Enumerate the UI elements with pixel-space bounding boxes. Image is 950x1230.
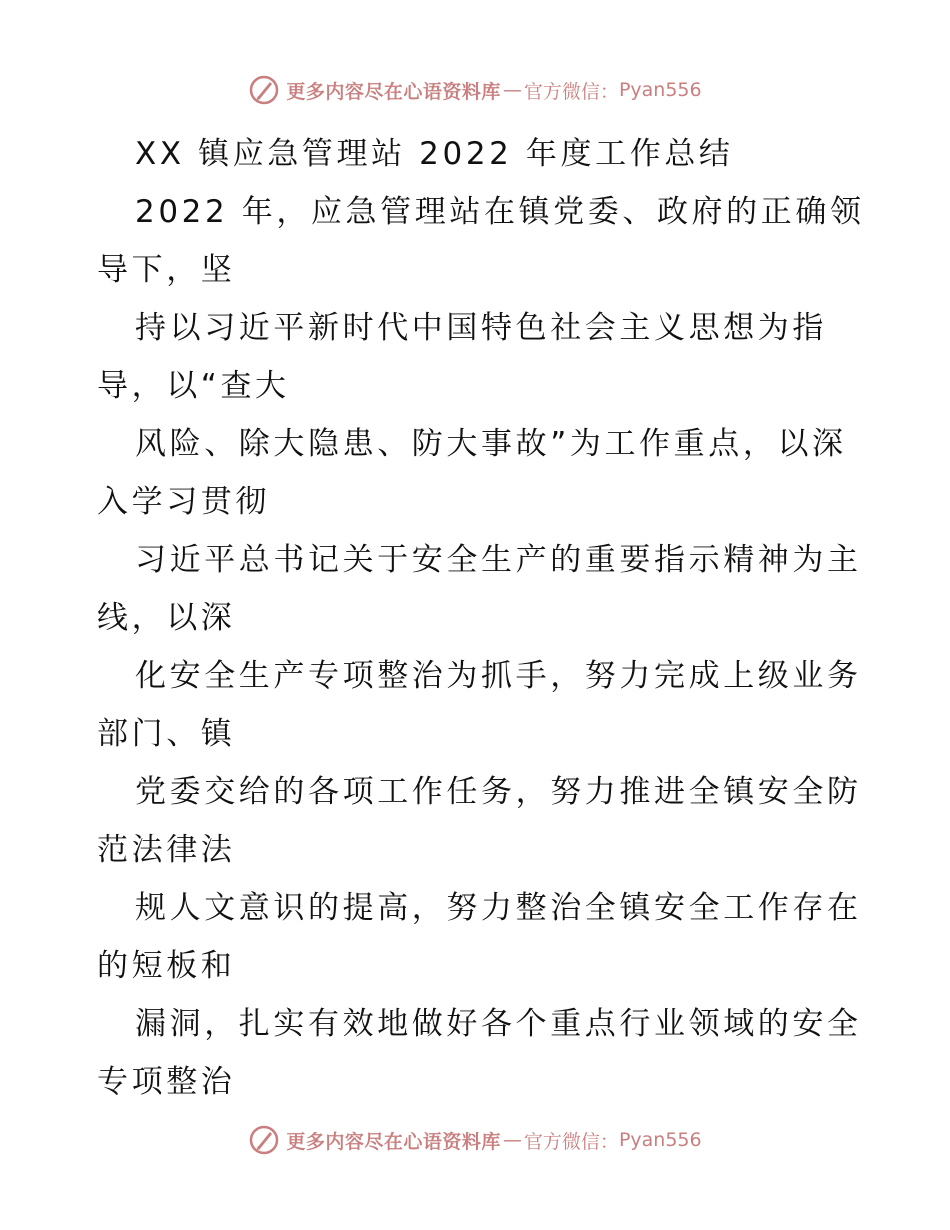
banner-wechat-label: 官方微信：	[523, 1130, 619, 1153]
paragraph-line: 导，以“查大	[97, 368, 290, 404]
feather-pen-logo-icon	[248, 74, 280, 106]
paragraph-line: 风险、除大隐患、防大事故”为工作重点，以深	[135, 426, 847, 462]
document-title: XX 镇应急管理站 2022 年度工作总结	[135, 136, 734, 172]
paragraph-line: 部门、镇	[97, 716, 236, 752]
banner-slogan: 更多内容尽在心语资料库	[286, 1130, 501, 1153]
paragraph-line: 范法律法	[97, 832, 236, 868]
banner-wechat-id: Pyan556	[618, 1129, 702, 1151]
paragraph-line: 党委交给的各项工作任务，努力推进全镇安全防	[135, 774, 862, 810]
banner-separator: —	[502, 1129, 522, 1151]
banner-wechat-label: 官方微信：	[523, 80, 619, 103]
banner-separator: —	[502, 79, 522, 101]
banner-wechat-id: Pyan556	[618, 79, 702, 101]
paragraph-line: 2022 年，应急管理站在镇党委、政府的正确领	[135, 194, 865, 230]
footer-banner	[0, 1120, 950, 1160]
paragraph-line: 的短板和	[97, 948, 236, 984]
paragraph-line: 规人文意识的提高，努力整治全镇安全工作存在	[135, 890, 862, 926]
paragraph-line: 专项整治	[97, 1064, 236, 1100]
header-banner	[0, 70, 950, 110]
paragraph-line: 入学习贯彻	[97, 484, 270, 520]
document-body	[97, 125, 865, 1111]
paragraph-line: 化安全生产专项整治为抓手，努力完成上级业务	[135, 658, 862, 694]
paragraph-line: 习近平总书记关于安全生产的重要指示精神为主	[135, 542, 862, 578]
paragraph-line: 持以习近平新时代中国特色社会主义思想为指	[135, 310, 827, 346]
paragraph-line: 线，以深	[97, 600, 236, 636]
banner-slogan: 更多内容尽在心语资料库	[286, 80, 501, 103]
paragraph-line: 导下，坚	[97, 252, 236, 288]
feather-pen-logo-icon	[248, 1124, 280, 1156]
paragraph-line: 漏洞，扎实有效地做好各个重点行业领域的安全	[135, 1006, 862, 1042]
